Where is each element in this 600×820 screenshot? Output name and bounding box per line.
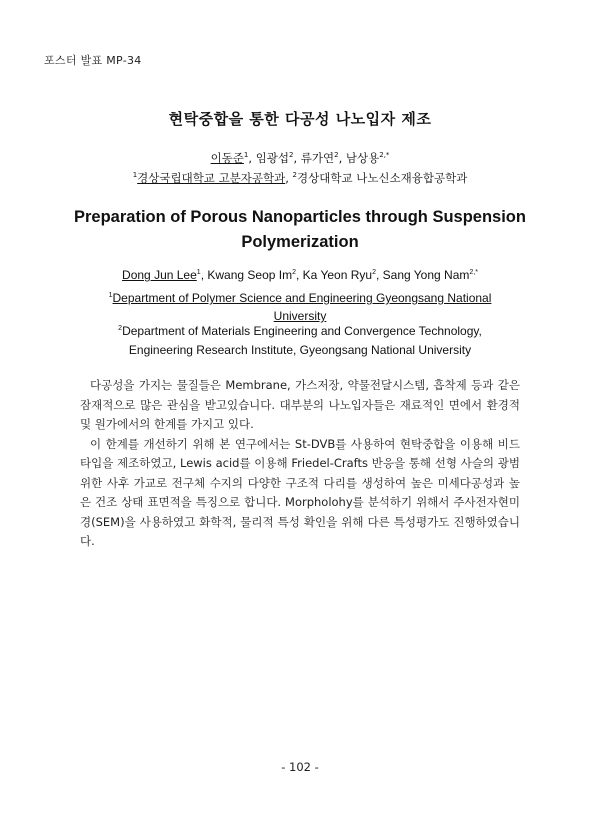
korean-affiliation-1: 경상국립대학교 고분자공학과 — [137, 171, 286, 185]
abstract-paragraph: 이 한계를 개선하기 위해 본 연구에서는 St-DVB를 사용하여 현탁중합을 이용해 비드타입을 제조하였고, Lewis acid를 이용해 Friedel-Crafts 반응을 통해 선형 사슬의 광범위한 사후 가교로 전구체 수지의 다양한 구조적 다리를 생성하여 높은 미세다공성과 높은 건조 상태 표면적을 특징으로 합니다. Morpholohy를 분석하기 위해서 주사전자현미경(SEM)을 사용하였고 화학적, 물리적 특성 확인을 위해 다른 특성평가도 진행하였습니다. — [80, 436, 520, 548]
english-affiliation-1: $^1$Department of Polymer Science and Engineering Gyeongsang National University — [108, 291, 492, 323]
poster-header: 포스터 발표 MP-34 — [44, 54, 142, 67]
korean-title: 현탁중합을 통한 다공성 나노입자 제조 — [168, 110, 432, 128]
english-affiliation-2: $^2$Department of Materials Engineering and Convergence Technology, Engineering Research Institute, Gyeongsang National University — [118, 324, 482, 357]
english-author-presenter: Dong Jun Lee — [122, 268, 197, 282]
korean-author: 류가연 — [300, 151, 335, 165]
korean-affiliation-2: 경상대학교 나노신소재융합공학과 — [297, 171, 468, 185]
korean-authors: 이동준$^1$, 임광섭$^2$, 류가연$^2$, 남상용$^{2,*}$ — [210, 150, 390, 165]
korean-author: 임광섭 — [255, 151, 290, 165]
english-author: Kwang Seop Im — [207, 268, 293, 282]
korean-affiliations: $^1$경상국립대학교 고분자공학과, $^2$경상대학교 나노신소재융합공학과 — [132, 170, 468, 185]
english-authors: Dong Jun Lee$^1$, Kwang Seop Im$^2$, Ka Yeon Ryu$^2$, Sang Yong Nam$^{2,*}$ — [122, 268, 478, 282]
abstract-paragraph: 다공성을 가지는 물질들은 Membrane, 가스저장, 약물전달시스템, 흡착제 등과 같은 잠재적으로 많은 관심을 받고있습니다. 대부분의 나노입자들은 재료적인 면에서 환경적 및 원가에서의 한계를 가지고 있다. — [80, 378, 520, 431]
page-number: - 102 - — [281, 760, 319, 774]
english-author: Ka Yeon Ryu — [302, 268, 373, 282]
korean-author: 남상용 — [345, 151, 380, 165]
english-title: Preparation of Porous Nanoparticles through Suspension Polymerization — [74, 208, 526, 251]
korean-author-presenter: 이동준 — [210, 151, 244, 165]
abstract-body — [80, 376, 520, 552]
english-author: Sang Yong Nam — [382, 268, 470, 282]
